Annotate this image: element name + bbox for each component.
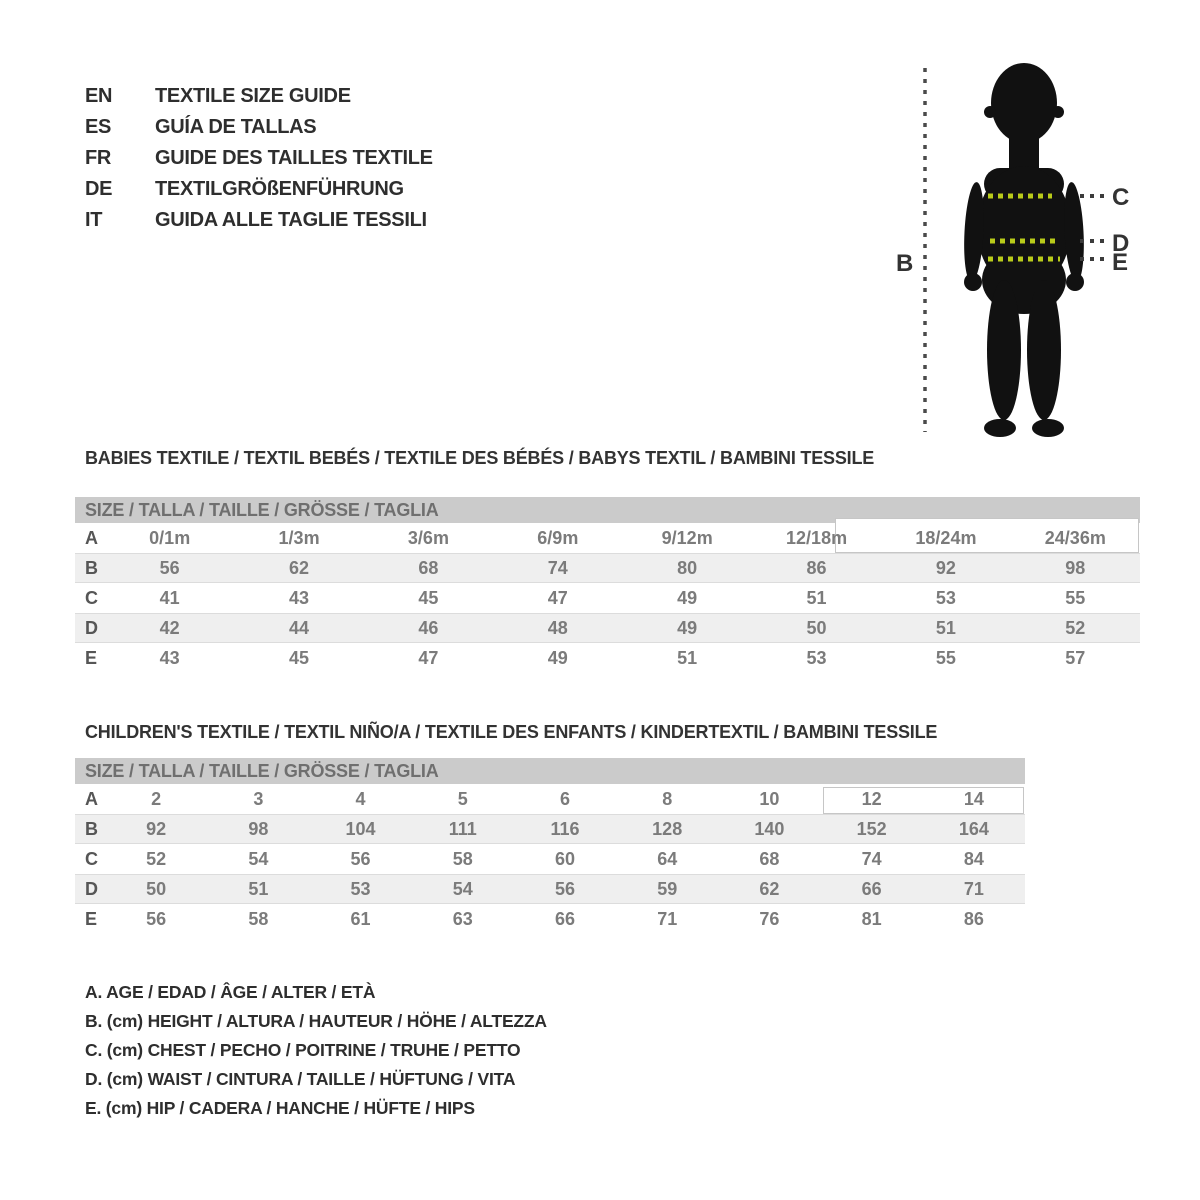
size-cell: 61 (350, 908, 371, 929)
size-cell: 68 (759, 848, 780, 869)
size-cell: 59 (657, 878, 678, 899)
size-cell: 62 (759, 878, 780, 899)
table-row-A (75, 523, 1140, 553)
size-cell: 152 (856, 818, 887, 839)
size-cell: 128 (652, 818, 683, 839)
size-cell: 76 (759, 908, 780, 929)
size-cell: 45 (289, 647, 310, 668)
legend-item-waist: D. (cm) WAIST / CINTURA / TAILLE / HÜFTUNG / VITA (85, 1069, 516, 1089)
hip-label: E (1112, 249, 1129, 276)
size-cell: 10 (759, 788, 780, 809)
row-label: C (85, 848, 98, 869)
size-cell: 53 (935, 587, 956, 608)
legend-item-age: A. AGE / EDAD / ÂGE / ALTER / ETÀ (85, 982, 376, 1002)
size-cell: 58 (452, 848, 473, 869)
height-label: B (896, 250, 914, 277)
size-cell: 81 (861, 908, 882, 929)
size-cell: 86 (963, 908, 984, 929)
row-label: E (85, 647, 98, 668)
size-cell: 51 (935, 617, 956, 638)
row-label: A (85, 788, 98, 809)
size-cell: 54 (248, 848, 269, 869)
size-cell: 49 (677, 587, 698, 608)
language-title: GUIDE DES TAILLES TEXTILE (155, 147, 433, 169)
table-header: SIZE / TALLA / TAILLE / GRÖSSE / TAGLIA (75, 758, 1025, 784)
size-cell: 47 (547, 587, 568, 608)
size-cell: 43 (159, 647, 180, 668)
language-title: TEXTILGRÖßENFÜHRUNG (155, 178, 404, 200)
size-cell: 52 (1065, 617, 1086, 638)
language-code: EN (85, 85, 113, 107)
table-row-A (75, 784, 1025, 814)
size-cell: 84 (963, 848, 984, 869)
babies-section-heading: BABIES TEXTILE / TEXTIL BEBÉS / TEXTILE DES BÉBÉS / BABYS TEXTIL / BAMBINI TESSILE (85, 448, 875, 468)
size-cell: 51 (248, 878, 269, 899)
children-section-heading: CHILDREN'S TEXTILE / TEXTIL NIÑO/A / TEXTILE DES ENFANTS / KINDERTEXTIL / BAMBINI TESSILE (85, 722, 938, 742)
size-cell: 98 (248, 818, 269, 839)
size-cell: 51 (806, 587, 827, 608)
measurement-legend (85, 978, 547, 1123)
row-label: D (85, 878, 98, 899)
table-row-D (75, 874, 1025, 904)
size-cell: 43 (289, 587, 310, 608)
size-cell: 71 (657, 908, 678, 929)
row-label: A (85, 527, 98, 548)
size-cell: 4 (355, 788, 366, 809)
size-cell: 66 (861, 878, 882, 899)
size-cell: 42 (159, 617, 180, 638)
chest-label: C (1112, 184, 1130, 211)
language-title-block (85, 81, 433, 236)
size-cell: 3 (253, 788, 264, 809)
size-cell: 51 (677, 647, 698, 668)
language-title: GUIDA ALLE TAGLIE TESSILI (155, 209, 427, 231)
size-cell: 58 (248, 908, 269, 929)
measurement-figure (890, 40, 1150, 460)
table-row-D (75, 613, 1140, 643)
legend-item-hip: E. (cm) HIP / CADERA / HANCHE / HÜFTE / HIPS (85, 1098, 475, 1118)
size-cell: 55 (1065, 587, 1086, 608)
size-cell: 63 (452, 908, 473, 929)
size-cell: 49 (677, 617, 698, 638)
language-code: IT (85, 209, 103, 231)
language-code: ES (85, 116, 112, 138)
size-cell: 86 (806, 557, 827, 578)
language-code: DE (85, 178, 113, 200)
legend-item-height: B. (cm) HEIGHT / ALTURA / HAUTEUR / HÖHE / ALTEZZA (85, 1011, 547, 1031)
table-row-E (75, 904, 1025, 934)
size-cell: 71 (963, 878, 984, 899)
table-header: SIZE / TALLA / TAILLE / GRÖSSE / TAGLIA (75, 497, 1140, 523)
size-cell: 80 (677, 557, 698, 578)
size-cell: 52 (146, 848, 167, 869)
table-row-C (75, 583, 1140, 613)
language-row (85, 81, 433, 112)
language-code: FR (85, 147, 112, 169)
size-cell: 74 (861, 848, 882, 869)
language-row (85, 112, 433, 143)
size-cell: 60 (554, 848, 575, 869)
language-title: TEXTILE SIZE GUIDE (155, 85, 351, 107)
size-cell: 14 (963, 788, 984, 809)
child-silhouette (962, 63, 1086, 437)
table-row-B (75, 553, 1140, 583)
size-cell: 50 (146, 878, 167, 899)
size-cell: 53 (806, 647, 827, 668)
size-cell: 56 (146, 908, 167, 929)
size-cell: 140 (754, 818, 785, 839)
row-label: B (85, 818, 98, 839)
language-row (85, 143, 433, 174)
size-cell: 45 (418, 587, 439, 608)
size-cell: 68 (418, 557, 439, 578)
children-size-table (75, 758, 1025, 934)
waist-label: D (1112, 230, 1130, 257)
size-cell: 6/9m (537, 527, 579, 548)
language-title: GUÍA DE TALLAS (155, 116, 317, 138)
size-cell: 9/12m (661, 527, 713, 548)
size-cell: 92 (935, 557, 956, 578)
size-cell: 56 (554, 878, 575, 899)
size-cell: 104 (345, 818, 376, 839)
size-cell: 57 (1065, 647, 1086, 668)
language-row (85, 205, 433, 236)
size-cell: 3/6m (407, 527, 449, 548)
size-cell: 0/1m (149, 527, 191, 548)
size-cell: 49 (547, 647, 568, 668)
size-cell: 48 (547, 617, 568, 638)
size-cell: 98 (1065, 557, 1086, 578)
size-cell: 8 (662, 788, 673, 809)
size-cell: 50 (806, 617, 827, 638)
row-label: B (85, 557, 98, 578)
size-cell: 12 (861, 788, 882, 809)
table-row-C (75, 844, 1025, 874)
size-cell: 47 (418, 647, 439, 668)
size-cell: 55 (935, 647, 956, 668)
legend-item-chest: C. (cm) CHEST / PECHO / POITRINE / TRUHE / PETTO (85, 1040, 521, 1060)
table-row-B (75, 814, 1025, 844)
size-cell: 64 (657, 848, 678, 869)
size-cell: 54 (452, 878, 473, 899)
size-cell: 62 (289, 557, 310, 578)
babies-size-table (75, 497, 1140, 673)
size-cell: 56 (159, 557, 180, 578)
language-row (85, 174, 433, 205)
size-cell: 164 (958, 818, 989, 839)
size-cell: 1/3m (278, 527, 320, 548)
row-label: E (85, 908, 98, 929)
size-cell: 53 (350, 878, 371, 899)
size-cell: 24/36m (1044, 527, 1106, 548)
size-cell: 74 (547, 557, 568, 578)
table-row-E (75, 643, 1140, 673)
child-silhouette-svg (890, 40, 1150, 460)
size-cell: 46 (418, 617, 439, 638)
row-label: D (85, 617, 98, 638)
size-cell: 12/18m (786, 527, 848, 548)
size-cell: 66 (554, 908, 575, 929)
size-cell: 111 (448, 818, 477, 839)
size-cell: 18/24m (915, 527, 977, 548)
size-cell: 6 (559, 788, 570, 809)
size-cell: 44 (289, 617, 310, 638)
size-cell: 41 (159, 587, 180, 608)
row-label: C (85, 587, 98, 608)
size-cell: 116 (550, 818, 580, 839)
size-cell: 92 (146, 818, 167, 839)
size-cell: 5 (457, 788, 468, 809)
size-cell: 2 (151, 788, 162, 809)
size-cell: 56 (350, 848, 371, 869)
